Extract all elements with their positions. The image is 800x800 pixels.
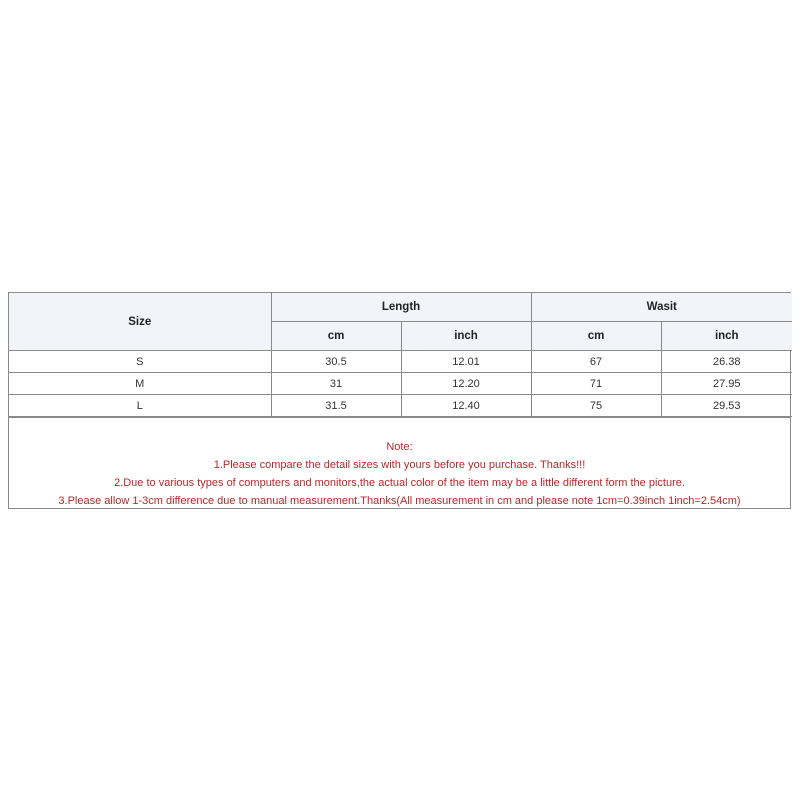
waist-cm-cell: 71: [531, 373, 661, 395]
note-line: 1.Please compare the detail sizes with yours before you purchase. Thanks!!!: [213, 459, 586, 471]
table-row: [9, 395, 792, 417]
size-column-header: Size: [9, 293, 271, 351]
size-cell: S: [9, 351, 271, 373]
notes-title: Note:: [386, 441, 413, 453]
note-line: 2.Due to various types of computers and monitors,the actual color of the item may be a little different form the picture.: [114, 477, 685, 489]
waist-inch-header: inch: [661, 322, 792, 351]
length-cm-cell: 31: [271, 373, 401, 395]
length-cm-cell: 30.5: [271, 351, 401, 373]
length-inch-header: inch: [401, 322, 531, 351]
waist-inch-cell: 29.53: [661, 395, 792, 417]
length-inch-cell: 12.01: [401, 351, 531, 373]
size-chart: [8, 292, 791, 509]
waist-cm-cell: 75: [531, 395, 661, 417]
note-line: 3.Please allow 1-3cm difference due to manual measurement.Thanks(All measurement in cm and please note 1cm=0.39inch 1inch=2.54cm): [58, 495, 741, 507]
length-cm-header: cm: [271, 322, 401, 351]
length-inch-cell: 12.20: [401, 373, 531, 395]
size-cell: L: [9, 395, 271, 417]
notes-section: [9, 417, 790, 508]
table-header-row: [9, 293, 792, 322]
waist-group-header: Wasit: [531, 293, 792, 322]
waist-cm-header: cm: [531, 322, 661, 351]
size-cell: M: [9, 373, 271, 395]
waist-inch-cell: 27.95: [661, 373, 792, 395]
table-row: [9, 373, 792, 395]
length-cm-cell: 31.5: [271, 395, 401, 417]
table-row: [9, 351, 792, 373]
waist-cm-cell: 67: [531, 351, 661, 373]
waist-inch-cell: 26.38: [661, 351, 792, 373]
size-table: [9, 293, 792, 417]
length-group-header: Length: [271, 293, 531, 322]
length-inch-cell: 12.40: [401, 395, 531, 417]
